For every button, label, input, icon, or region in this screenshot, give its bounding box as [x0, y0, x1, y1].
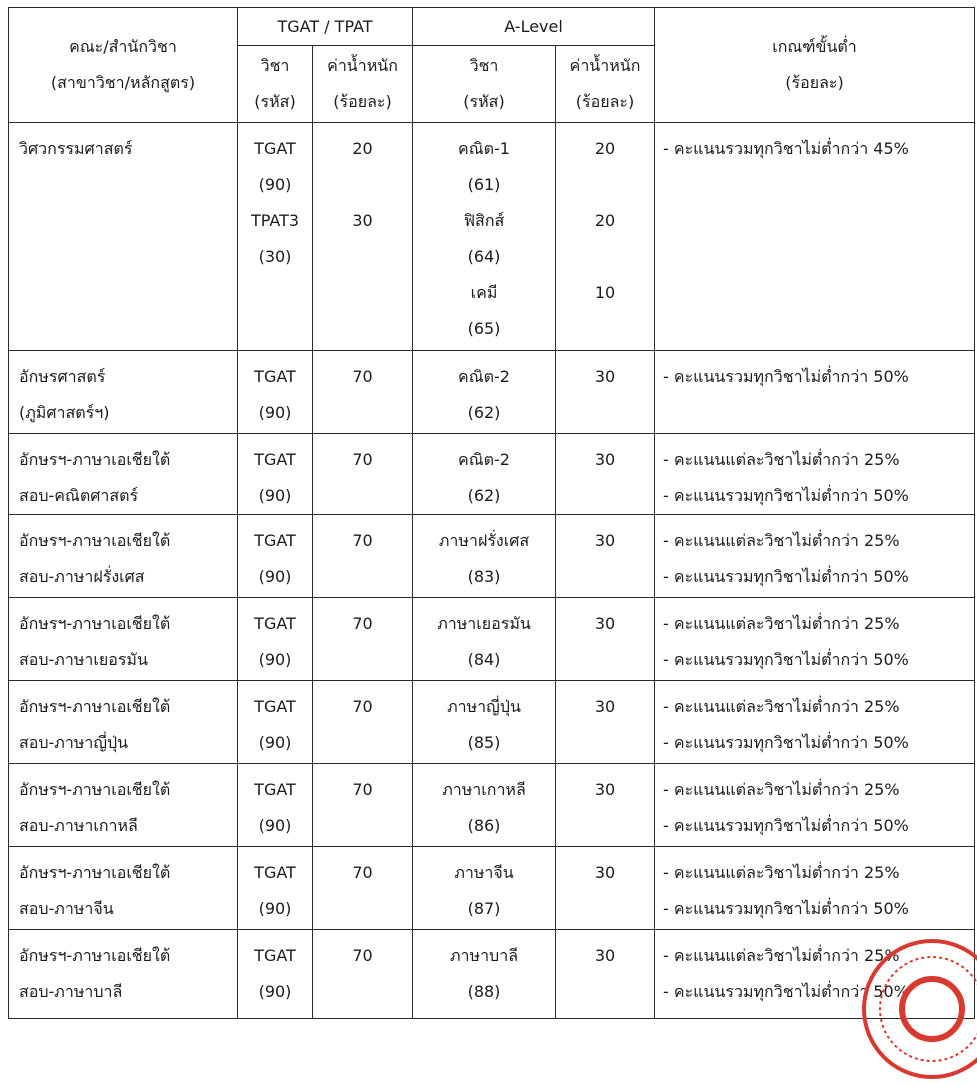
header-faculty: คณะ/สำนักวิชา (สาขาวิชา/หลักสูตร): [9, 8, 238, 123]
alevel-subject-cell-line: ภาษาญี่ปุ่น: [447, 697, 521, 716]
alevel-subject-cell: [413, 598, 556, 681]
header-alevel-weight: ค่าน้ำหนัก (ร้อยละ): [556, 46, 655, 123]
header-criteria: เกณฑ์ขั้นต่ำ (ร้อยละ): [655, 8, 975, 123]
alevel-subject-cell-line: คณิต-1: [458, 139, 510, 158]
alevel-weight-cell: [556, 681, 655, 764]
admission-criteria-table: [8, 7, 975, 1019]
alevel-subject-cell-line: เคมี: [470, 283, 498, 302]
alevel-subject-cell-line: (62): [467, 486, 501, 505]
alevel-subject-cell-line: ภาษาเยอรมัน: [437, 614, 531, 633]
faculty-cell-line: อักษรศาสตร์: [19, 367, 106, 386]
alevel-weight-cell: [556, 930, 655, 1019]
tgat-weight-cell: [313, 351, 413, 434]
alevel-subject-cell: [413, 681, 556, 764]
alevel-subject-cell-line: (64): [467, 247, 501, 266]
tgat-subject-cell-line: (90): [258, 650, 292, 669]
alevel-subject-cell-line: (85): [467, 733, 501, 752]
alevel-weight-cell: [556, 434, 655, 515]
alevel-subject-cell: [413, 123, 556, 351]
table-row: [9, 598, 975, 681]
criteria-cell-line: - คะแนนรวมทุกวิชาไม่ต่ำกว่า 50%: [663, 367, 909, 386]
criteria-cell: [655, 598, 975, 681]
alevel-weight-cell-line: [556, 239, 654, 275]
tgat-subject-cell: [238, 598, 313, 681]
alevel-subject-cell-line: (65): [467, 319, 501, 338]
alevel-weight-cell-line: 10: [594, 283, 616, 302]
tgat-weight-cell: [313, 123, 413, 351]
alevel-subject-cell-line: (88): [467, 982, 501, 1001]
table-row: [9, 764, 975, 847]
tgat-subject-cell-line: (90): [258, 403, 292, 422]
tgat-weight-cell-line: 70: [352, 614, 373, 633]
faculty-cell-line: สอบ-ภาษาญี่ปุ่น: [19, 733, 129, 752]
tgat-weight-cell-line: 70: [352, 946, 373, 965]
tgat-weight-cell-line: 70: [352, 863, 373, 882]
tgat-subject-cell-line: TGAT: [254, 780, 296, 799]
criteria-cell-line: - คะแนนแต่ละวิชาไม่ต่ำกว่า 25%: [663, 531, 900, 550]
alevel-weight-cell-line: 30: [594, 531, 616, 550]
alevel-weight-cell: [556, 351, 655, 434]
tgat-subject-cell: [238, 764, 313, 847]
faculty-cell-line: สอบ-ภาษาบาลี: [19, 982, 123, 1001]
tgat-weight-cell-line: 30: [352, 211, 373, 230]
alevel-subject-cell: [413, 847, 556, 930]
alevel-weight-cell: [556, 764, 655, 847]
alevel-subject-cell: [413, 930, 556, 1019]
faculty-cell: [9, 930, 238, 1019]
faculty-cell-line: สอบ-ภาษาเกาหลี: [19, 816, 138, 835]
tgat-subject-cell-line: TGAT: [254, 614, 296, 633]
faculty-cell: [9, 434, 238, 515]
faculty-cell: [9, 598, 238, 681]
tgat-weight-cell-line: 70: [352, 450, 373, 469]
tgat-subject-cell-line: TGAT: [254, 863, 296, 882]
tgat-weight-cell: [313, 515, 413, 598]
table-row: [9, 434, 975, 515]
tgat-subject-cell-line: TPAT3: [250, 211, 300, 230]
tgat-subject-cell: [238, 847, 313, 930]
tgat-weight-cell-line: 70: [352, 531, 373, 550]
faculty-cell: [9, 681, 238, 764]
criteria-cell-line: - คะแนนแต่ละวิชาไม่ต่ำกว่า 25%: [663, 614, 900, 633]
alevel-weight-cell: [556, 847, 655, 930]
tgat-subject-cell: [238, 123, 313, 351]
criteria-cell: [655, 681, 975, 764]
alevel-subject-cell-line: ฟิสิกส์: [463, 211, 505, 230]
alevel-weight-cell: [556, 123, 655, 351]
tgat-subject-cell-line: (90): [258, 486, 292, 505]
header-alevel-subject: วิชา (รหัส): [413, 46, 556, 123]
criteria-cell: [655, 515, 975, 598]
alevel-weight-cell-line: 30: [594, 614, 616, 633]
criteria-cell-line: - คะแนนรวมทุกวิชาไม่ต่ำกว่า 50%: [663, 486, 909, 505]
alevel-weight-cell-line: 30: [594, 367, 616, 386]
criteria-cell-line: - คะแนนแต่ละวิชาไม่ต่ำกว่า 25%: [663, 697, 900, 716]
tgat-subject-cell-line: (90): [258, 567, 292, 586]
tgat-subject-cell-line: TGAT: [254, 139, 296, 158]
tgat-weight-cell: [313, 847, 413, 930]
tgat-subject-cell: [238, 930, 313, 1019]
alevel-weight-cell-line: 20: [594, 139, 616, 158]
tgat-subject-cell-line: TGAT: [254, 946, 296, 965]
tgat-weight-cell-line: 20: [352, 139, 373, 158]
criteria-cell: [655, 123, 975, 351]
criteria-cell-line: - คะแนนแต่ละวิชาไม่ต่ำกว่า 25%: [663, 946, 900, 965]
table-row: [9, 123, 975, 351]
table-row: [9, 847, 975, 930]
alevel-weight-cell: [556, 598, 655, 681]
table-row: [9, 351, 975, 434]
criteria-cell: [655, 764, 975, 847]
faculty-cell-line: วิศวกรรมศาสตร์: [19, 139, 133, 158]
tgat-subject-cell-line: TGAT: [254, 367, 296, 386]
tgat-subject-cell-line: (90): [258, 816, 292, 835]
alevel-weight-cell-line: [556, 167, 654, 203]
alevel-weight-cell-line: 30: [594, 863, 616, 882]
header-alevel-group: A-Level: [413, 8, 655, 46]
alevel-subject-cell-line: (87): [467, 899, 501, 918]
tgat-weight-cell: [313, 930, 413, 1019]
faculty-cell-line: อักษรฯ-ภาษาเอเชียใต้: [19, 697, 171, 716]
faculty-cell-line: (ภูมิศาสตร์ฯ): [19, 403, 110, 422]
criteria-cell: [655, 351, 975, 434]
alevel-subject-cell: [413, 515, 556, 598]
header-tgat-group: TGAT / TPAT: [238, 8, 413, 46]
tgat-subject-cell: [238, 515, 313, 598]
alevel-subject-cell-line: ภาษาฝรั่งเศส: [438, 531, 530, 550]
tgat-weight-cell: [313, 598, 413, 681]
tgat-weight-cell-line: 70: [352, 780, 373, 799]
tgat-subject-cell-line: TGAT: [254, 697, 296, 716]
alevel-subject-cell-line: คณิต-2: [458, 367, 510, 386]
alevel-weight-cell-line: 30: [594, 946, 616, 965]
alevel-subject-cell-line: (61): [467, 175, 501, 194]
official-seal-stamp: [857, 934, 977, 1084]
faculty-cell: [9, 847, 238, 930]
criteria-cell-line: - คะแนนรวมทุกวิชาไม่ต่ำกว่า 50%: [663, 567, 909, 586]
tgat-subject-cell-line: (30): [258, 247, 292, 266]
faculty-cell-line: อักษรฯ-ภาษาเอเชียใต้: [19, 780, 171, 799]
tgat-weight-cell: [313, 764, 413, 847]
alevel-weight-cell-line: 30: [594, 450, 616, 469]
table-row: [9, 515, 975, 598]
tgat-subject-cell-line: (90): [258, 175, 292, 194]
criteria-cell-line: - คะแนนแต่ละวิชาไม่ต่ำกว่า 25%: [663, 450, 900, 469]
tgat-subject-cell-line: (90): [258, 899, 292, 918]
faculty-cell-line: สอบ-ภาษาจีน: [19, 899, 114, 918]
criteria-cell-line: - คะแนนแต่ละวิชาไม่ต่ำกว่า 25%: [663, 780, 900, 799]
alevel-subject-cell-line: ภาษาจีน: [454, 863, 514, 882]
alevel-subject-cell-line: ภาษาเกาหลี: [442, 780, 526, 799]
tgat-subject-cell-line: (90): [258, 982, 292, 1001]
faculty-cell: [9, 351, 238, 434]
faculty-cell: [9, 515, 238, 598]
faculty-cell-line: สอบ-ภาษาฝรั่งเศส: [19, 567, 145, 586]
faculty-cell-line: อักษรฯ-ภาษาเอเชียใต้: [19, 614, 171, 633]
faculty-cell: [9, 764, 238, 847]
tgat-weight-cell: [313, 434, 413, 515]
tgat-subject-cell: [238, 351, 313, 434]
table-row: [9, 681, 975, 764]
faculty-cell-line: สอบ-คณิตศาสตร์: [19, 486, 139, 505]
faculty-cell-line: อักษรฯ-ภาษาเอเชียใต้: [19, 863, 171, 882]
criteria-cell-line: - คะแนนรวมทุกวิชาไม่ต่ำกว่า 50%: [663, 650, 909, 669]
alevel-subject-cell-line: (83): [467, 567, 501, 586]
faculty-cell: [9, 123, 238, 351]
faculty-cell-line: อักษรฯ-ภาษาเอเชียใต้: [19, 531, 171, 550]
alevel-subject-cell: [413, 351, 556, 434]
criteria-cell-line: - คะแนนรวมทุกวิชาไม่ต่ำกว่า 50%: [663, 733, 909, 752]
tgat-subject-cell-line: TGAT: [254, 531, 296, 550]
alevel-subject-cell-line: (86): [467, 816, 501, 835]
alevel-subject-cell-line: ภาษาบาลี: [449, 946, 518, 965]
alevel-weight-cell-line: 30: [594, 697, 616, 716]
table-row: [9, 930, 975, 1019]
faculty-cell-line: อักษรฯ-ภาษาเอเชียใต้: [19, 946, 171, 965]
tgat-subject-cell-line: (90): [258, 733, 292, 752]
tgat-weight-cell: [313, 681, 413, 764]
criteria-cell: [655, 847, 975, 930]
header-tgat-weight: ค่าน้ำหนัก (ร้อยละ): [313, 46, 413, 123]
alevel-subject-cell-line: (84): [467, 650, 501, 669]
alevel-subject-cell: [413, 434, 556, 515]
criteria-cell-line: - คะแนนรวมทุกวิชาไม่ต่ำกว่า 45%: [663, 139, 909, 158]
alevel-subject-cell-line: คณิต-2: [458, 450, 510, 469]
tgat-subject-cell: [238, 434, 313, 515]
faculty-cell-line: อักษรฯ-ภาษาเอเชียใต้: [19, 450, 171, 469]
alevel-weight-cell: [556, 515, 655, 598]
criteria-cell-line: - คะแนนแต่ละวิชาไม่ต่ำกว่า 25%: [663, 863, 900, 882]
stamp-core: [902, 979, 962, 1039]
table-body: [9, 123, 975, 1019]
alevel-weight-cell-line: 20: [594, 211, 616, 230]
alevel-subject-cell: [413, 764, 556, 847]
criteria-cell-line: - คะแนนรวมทุกวิชาไม่ต่ำกว่า 50%: [663, 899, 909, 918]
tgat-weight-cell-line: 70: [352, 697, 373, 716]
tgat-subject-cell-line: TGAT: [254, 450, 296, 469]
faculty-cell-line: สอบ-ภาษาเยอรมัน: [19, 650, 148, 669]
tgat-weight-cell-line: [313, 239, 412, 275]
header-tgat-subject: วิชา (รหัส): [238, 46, 313, 123]
alevel-weight-cell-line: 30: [594, 780, 616, 799]
criteria-cell-line: - คะแนนรวมทุกวิชาไม่ต่ำกว่า 50%: [663, 982, 909, 1001]
tgat-subject-cell: [238, 681, 313, 764]
alevel-subject-cell-line: (62): [467, 403, 501, 422]
alevel-weight-cell-line: [556, 311, 654, 347]
tgat-weight-cell-line: 70: [352, 367, 373, 386]
tgat-weight-cell-line: [313, 167, 412, 203]
criteria-cell: [655, 434, 975, 515]
criteria-cell-line: - คะแนนรวมทุกวิชาไม่ต่ำกว่า 50%: [663, 816, 909, 835]
